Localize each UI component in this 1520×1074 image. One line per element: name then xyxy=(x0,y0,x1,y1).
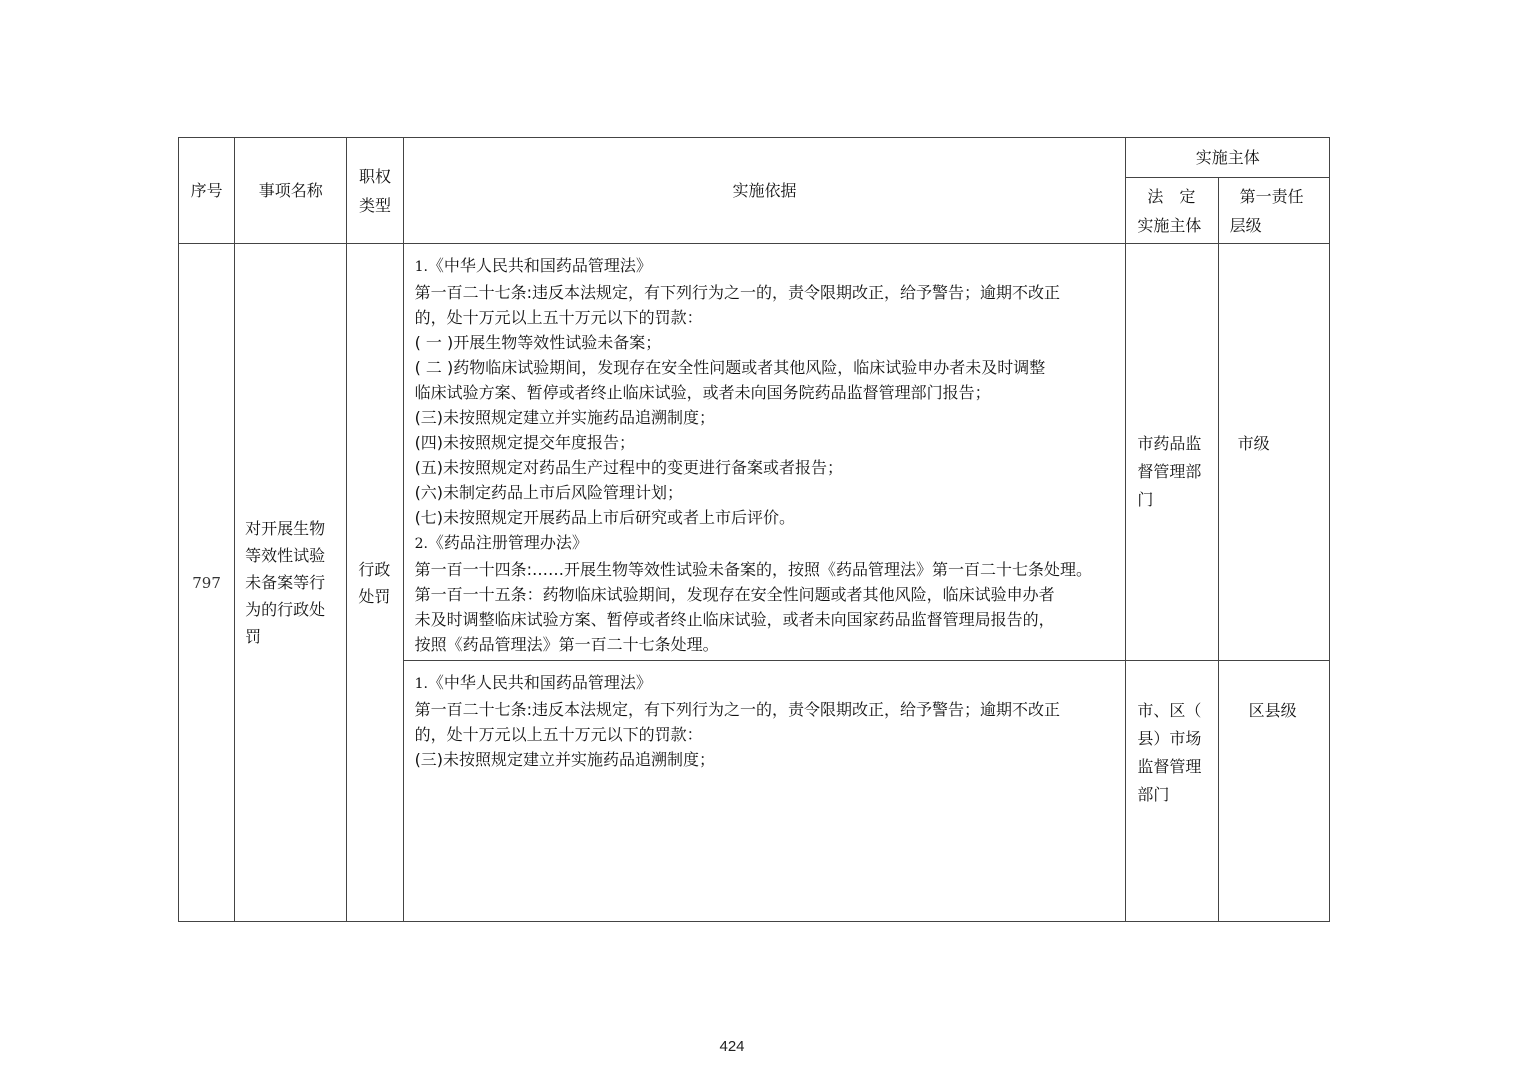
basis-line: 第一百二十七条:违反本法规定，有下列行为之一的，责令限期改正，给予警告；逾期不改正 xyxy=(414,283,1060,302)
header-subject-group: 实施主体 xyxy=(1126,138,1330,178)
item-name-line: 等效性试验 xyxy=(245,546,326,565)
basis-line: (五)未按照规定对药品生产过程中的变更进行备案或者报告； xyxy=(414,458,844,477)
legal-subject-line: 县）市场 xyxy=(1137,729,1202,748)
basis-line: 的，处十万元以上五十万元以下的罚款： xyxy=(414,725,703,744)
legal-subject-line: 市药品监 xyxy=(1137,434,1202,453)
authority-type xyxy=(347,244,403,922)
legal-subject-line: 监督管理 xyxy=(1137,757,1202,776)
header-item-name: 事项名称 xyxy=(235,138,347,244)
page-number: 424 xyxy=(719,1038,745,1055)
basis-line: 第一百二十七条:违反本法规定，有下列行为之一的，责令限期改正，给予警告；逾期不改正 xyxy=(414,700,1060,719)
authority-type-line: 处罚 xyxy=(358,586,391,606)
first-level-value: 区县级 xyxy=(1248,701,1297,720)
legal-subject-line: 市、区（ xyxy=(1137,701,1202,720)
first-level xyxy=(1218,244,1329,661)
basis-line: ( 一 )开展生物等效性试验未备案； xyxy=(414,333,662,352)
basis-line: 未及时调整临床试验方案、暂停或者终止临床试验，或者未向国家药品监督管理局报告的， xyxy=(414,610,1055,629)
first-level xyxy=(1218,661,1329,922)
item-name-line: 罚 xyxy=(245,627,262,646)
header-first-level-line1: 第一责任 xyxy=(1239,186,1304,206)
basis-line: 第一百一十五条：药物临床试验期间，发现存在安全性问题或者其他风险，临床试验申办者 xyxy=(414,585,1055,604)
basis-doc-title: 1.《中华人民共和国药品管理法》 xyxy=(414,673,652,692)
item-name-line: 未备案等行 xyxy=(245,573,326,592)
item-name-line: 为的行政处 xyxy=(245,600,326,619)
basis-line: (七)未按照规定开展药品上市后研究或者上市后评价。 xyxy=(414,508,796,527)
basis-cell xyxy=(403,244,1126,661)
first-level-value: 市级 xyxy=(1237,434,1270,453)
basis-line: (三)未按照规定建立并实施药品追溯制度； xyxy=(414,408,716,427)
table-row xyxy=(179,244,1330,661)
header-first-level xyxy=(1218,178,1329,244)
basis-line: (六)未制定药品上市后风险管理计划； xyxy=(414,483,684,502)
header-seq: 序号 xyxy=(179,138,235,244)
basis-line: (三)未按照规定建立并实施药品追溯制度； xyxy=(414,750,716,769)
item-name xyxy=(235,244,347,922)
basis-line: 按照《药品管理法》第一百二十七条处理。 xyxy=(414,635,719,654)
header-basis: 实施依据 xyxy=(403,138,1126,244)
basis-cell xyxy=(403,661,1126,922)
seq-number: 797 xyxy=(179,244,235,922)
header-legal-subject-line1: 法 定 xyxy=(1147,186,1196,206)
legal-subject-line: 督管理部 xyxy=(1137,462,1202,481)
header-authority-type xyxy=(347,138,403,244)
header-row-top xyxy=(179,138,1330,178)
basis-doc-title: 1.《中华人民共和国药品管理法》 xyxy=(414,256,652,275)
authority-type-line: 行政 xyxy=(358,559,391,579)
basis-line: (四)未按照规定提交年度报告； xyxy=(414,433,636,452)
header-legal-subject-line2: 实施主体 xyxy=(1137,215,1202,235)
basis-line: 第一百一十四条:……开展生物等效性试验未备案的，按照《药品管理法》第一百二十七条处理。 xyxy=(414,560,1092,579)
legal-subject-line: 门 xyxy=(1137,490,1154,509)
header-authority-type-line1: 职权 xyxy=(358,166,391,186)
enforcement-items-table xyxy=(178,137,1330,922)
basis-line: 临床试验方案、暂停或者终止临床试验，或者未向国务院药品监督管理部门报告； xyxy=(414,383,991,402)
header-first-level-line2: 层级 xyxy=(1229,215,1262,235)
header-authority-type-line2: 类型 xyxy=(358,195,391,215)
legal-subject xyxy=(1126,661,1218,922)
basis-line: ( 二 )药物临床试验期间，发现存在安全性问题或者其他风险，临床试验申办者未及时调整 xyxy=(414,358,1046,377)
item-name-line: 对开展生物 xyxy=(245,519,326,538)
header-legal-subject xyxy=(1126,178,1218,244)
basis-doc-title: 2.《药品注册管理办法》 xyxy=(414,533,588,552)
basis-line: 的，处十万元以上五十万元以下的罚款： xyxy=(414,308,703,327)
legal-subject xyxy=(1126,244,1218,661)
legal-subject-line: 部门 xyxy=(1137,785,1170,804)
